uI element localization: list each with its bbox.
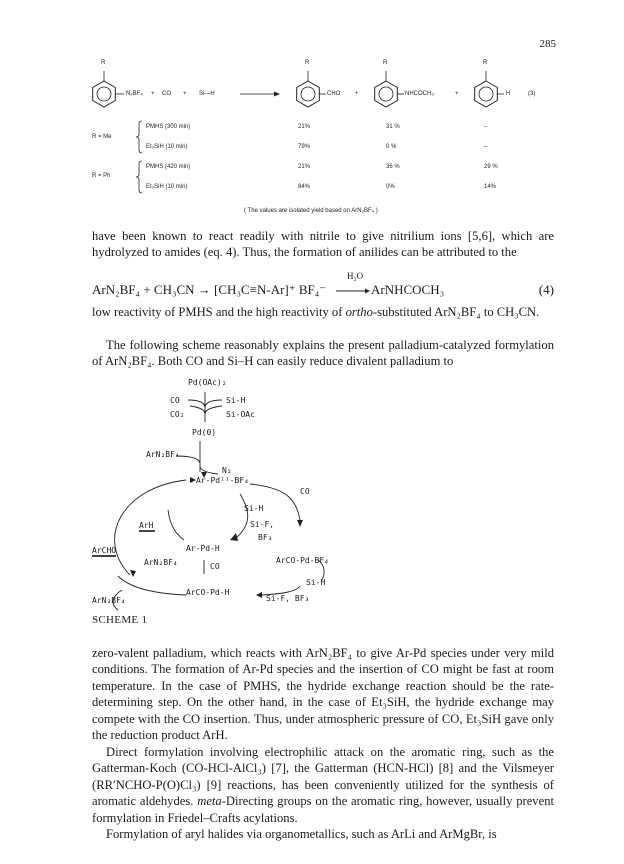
r-label-2: R xyxy=(305,60,310,66)
table-cell: 21% xyxy=(298,164,311,170)
equation-number-3: (3) xyxy=(528,91,536,97)
table-cell: – xyxy=(484,124,488,130)
paragraph-5 xyxy=(92,744,554,826)
eq4-lhs: ArN₂BF₄ + CH₃CN → [CH₃C≡N-Ar]⁺ BF₄⁻ xyxy=(92,282,327,297)
scheme-arn2bf4-low: ArN₂BF₄ xyxy=(92,596,126,605)
table-cell: 36 % xyxy=(386,164,400,170)
page-number: 285 xyxy=(539,38,556,50)
paragraph-4: zero-valent palladium, which reacts with ArN₂BF₄ to give Ar-Pd species under very mild conditions. The formation of Ar-Pd species and the insertion of CO might be fast at room temperature. In the case of PMHS, the hydride exchange reaction should be the rate-determining step. On the other hand, in the case of Et₃SiH, the hydride exchange may compete with the CO insertion. Thus, under atmospheric pressure of CO, Et₃SiH gave only the reduction product ArH. xyxy=(92,646,554,743)
equation-number-4: (4) xyxy=(538,282,554,297)
table-cell: 0% xyxy=(386,184,395,190)
scheme-pd0: Pd(0) xyxy=(192,428,217,437)
para5-text-a: Direct formylation involving electrophilic attack on the aromatic ring, such as the Gatterman-Koch (CO-HCl-AlCl₃) [7], the Gatterman (HCN-HCl) [8] and the Vilsmeyer (RR′NCHO-P(O)Cl₃) [9] reactions, has been conveniently utilized for the synthesis of aromatic aldehydes. xyxy=(92,745,554,809)
table-cell: 29 % xyxy=(484,164,498,170)
scheme-arn2bf4-top: ArN₂BF₄ xyxy=(146,450,180,459)
scheme-sih-top: Si-H xyxy=(226,396,246,405)
scheme-sioac: Si-OAc xyxy=(226,410,255,419)
scheme-co-mid: CO xyxy=(210,562,220,571)
table-cell: 14% xyxy=(484,184,497,190)
scheme-label: SCHEME 1 xyxy=(92,614,148,626)
scheme-n2: N₂ xyxy=(222,466,232,475)
scheme-co2: CO₂ xyxy=(170,410,185,419)
table-cell: 21% xyxy=(298,124,311,130)
group-label-me: R = Me xyxy=(92,134,112,140)
group-label-ph: R = Ph xyxy=(92,173,111,179)
scheme-co-right: CO xyxy=(300,487,310,496)
scheme-archo: ArCHO xyxy=(92,546,117,555)
scheme-arpdbf4: Ar-Pdᴵᴵ-BF₄ xyxy=(196,476,249,485)
eq4-h2o: H₂O xyxy=(347,271,364,281)
table-cond: Et₃SiH (10 min) xyxy=(146,144,188,150)
product-cho: CHO xyxy=(327,91,341,97)
table-cell: 31 % xyxy=(386,124,400,130)
para2-text-a: low reactivity of PMHS and the high reactivity of xyxy=(92,305,346,319)
para2-text-b: -substituted ArN₂BF₄ to CH₃CN. xyxy=(372,305,540,319)
scheme-arcopdbf4: ArCO-Pd-BF₄ xyxy=(276,556,329,565)
scheme-sih-low: Si-H xyxy=(306,578,326,587)
arh-highlight xyxy=(139,530,155,532)
scheme-bf3: BF₃ xyxy=(258,533,273,542)
paragraph-1: have been known to react readily with nitrile to give nitrilium ions [5,6], which are hydrolyzed to amides (eq. 4). Thus, the formation of anilides can be attributed to the xyxy=(92,229,554,260)
table-footnote: ( The values are isolated yield based on ArN₂BF₄ ) xyxy=(244,208,378,214)
r-label-3: R xyxy=(383,60,388,66)
reagent-n2bf4: N₂BF₄ xyxy=(126,91,143,97)
table-cond: PMHS (300 min) xyxy=(146,124,191,130)
para5-italic: meta xyxy=(197,794,222,809)
table-cell: – xyxy=(484,144,488,150)
paragraph-3: The following scheme reasonably explains the present palladium-catalyzed formylation of ArN₂BF₄. Both CO and Si–H can easily reduce divalent palladium to xyxy=(92,338,554,369)
plus-4: + xyxy=(455,91,459,97)
scheme-arn2bf4-mid: ArN₂BF₄ xyxy=(144,558,178,567)
scheme-arpdh: Ar-Pd-H xyxy=(186,544,220,553)
table-cell: 84% xyxy=(298,184,311,190)
scheme-arh: ArH xyxy=(139,521,154,530)
table-cond: PMHS (420 min) xyxy=(146,164,191,170)
plus-1: + xyxy=(151,91,155,97)
scheme-sif-bf3: Si-F, BF₃ xyxy=(266,594,310,603)
table-cell: 0 % xyxy=(386,144,397,150)
para5-text-b: -Directing groups on the aromatic ring, however, usually prevent formylation in Friedel–Crafts acylations. xyxy=(92,794,554,825)
product-h: H xyxy=(506,91,511,97)
r-label-4: R xyxy=(483,60,488,66)
table-cell: 79% xyxy=(298,144,311,150)
scheme-pdoac: Pd(OAc)₂ xyxy=(188,378,227,387)
scheme-sif: Si-F, xyxy=(250,520,275,529)
eq4-rhs: ArNHCOCH₃ xyxy=(371,282,445,297)
reagent-co: CO xyxy=(162,91,171,97)
paragraph-6: Formylation of aryl halides via organometallics, such as ArLi and ArMgBr, is xyxy=(106,827,497,841)
scheme-co-top: CO xyxy=(170,396,180,405)
archo-highlight xyxy=(92,555,116,557)
reagent-sih: Si—H xyxy=(199,91,215,97)
table-cond: Et₃SiH (10 min) xyxy=(146,184,188,190)
r-label-1: R xyxy=(101,60,106,66)
product-nhcoch3: NHCOCH₃ xyxy=(405,91,434,97)
scheme-sih-mid: Si-H xyxy=(244,504,264,513)
plus-2: + xyxy=(183,91,187,97)
scheme-arcopdh: ArCO-Pd-H xyxy=(186,588,230,597)
plus-3: + xyxy=(355,91,359,97)
para2-italic: ortho xyxy=(345,305,373,319)
